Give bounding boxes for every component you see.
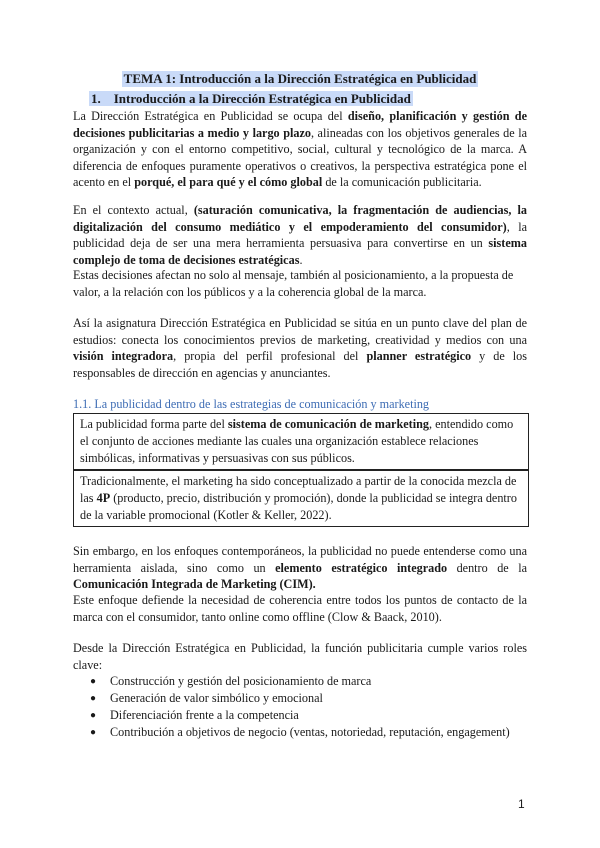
box-text: (producto, precio, distribución y promoción), donde la publicidad se integra dentro de la variable promocional (Kotler & Keller, 2022).	[80, 491, 517, 522]
paragraph-text: , la publicidad deja de ser una mera herramienta persuasiva para convertirse en un	[73, 219, 527, 250]
paragraph-text: Así la asignatura Dirección Estratégica en Publicidad se sitúa en un punto clave del plan de estudios: conecta los conocimientos previos de marketing, creatividad y medios con una	[73, 316, 527, 347]
paragraph-text: Sin embargo, en los enfoques contemporáneos, la publicidad no puede entenderse como una herramienta aislada, sino como un	[73, 544, 527, 575]
title-container	[0, 70, 600, 88]
paragraph-text: .	[299, 252, 303, 267]
bullet-icon: ●	[90, 727, 97, 738]
paragraph-text: , alineadas con los objetivos generales de la organización y con el entorno competitivo, social, cultural y tecnológico de la marca. A diferencia de enfoques puramente operativos o creativos, la perspectiva estratégica pone el acento en el	[73, 125, 527, 189]
list-item-text: Construcción y gestión del posicionamiento de marca	[110, 674, 372, 688]
paragraph-subject	[73, 315, 527, 381]
paragraph-text: La Dirección Estratégica en Publicidad se ocupa del	[73, 109, 348, 123]
paragraph-text: , propia del perfil profesional del	[173, 349, 367, 363]
paragraph-bold: (saturación comunicativa, la fragmentación de audiencias, la digitalización del consumo mediático y el empoderamiento del consumidor)	[73, 203, 527, 234]
box-text: , entendido como el conjunto de acciones mediante las cuales una organización establece relaciones simbólicas, informativas y persuasivas con sus públicos.	[80, 417, 514, 465]
section-title: Introducción a la Dirección Estratégica en Publicidad	[113, 91, 411, 106]
list-item	[90, 707, 530, 724]
paragraph-bold: diseño, planificación y gestión de decisiones publicitarias a medio y largo plazo	[73, 109, 527, 140]
box-text: Tradicionalmente, el marketing ha sido conceptualizado a partir de la conocida mezcla de las	[80, 474, 517, 505]
box-bold: sistema de comunicación de marketing	[227, 417, 429, 431]
paragraph-bold: porqué, el para qué y el cómo global	[134, 175, 323, 189]
paragraph-bold: elemento estratégico integrado	[275, 560, 448, 575]
bullet-icon: ●	[90, 710, 97, 721]
box-bold: 4P	[96, 491, 111, 505]
paragraph-bold: Comunicación Integrada de Marketing (CIM).	[73, 577, 316, 591]
paragraph-bold: sistema complejo de toma de decisiones estratégicas	[73, 236, 527, 267]
roles-list	[90, 673, 530, 741]
list-item-text: Contribución a objetivos de negocio (ventas, notoriedad, reputación, engagement)	[110, 725, 510, 739]
section-number: 1.	[91, 91, 101, 106]
paragraph-bold: planner estratégico	[366, 349, 472, 363]
boxed-paragraph-4p	[73, 470, 529, 527]
boxed-paragraph-communication	[73, 413, 529, 470]
paragraph-text: y de los responsables de dirección en agencias y anunciantes.	[73, 349, 527, 380]
paragraph-cim	[73, 543, 527, 593]
subsection-heading: 1.1. La publicidad dentro de las estrategias de comunicación y marketing	[73, 397, 430, 411]
paragraph-intro	[73, 108, 527, 191]
paragraph-coherence: Este enfoque defiende la necesidad de coherencia entre todos los puntos de contacto de la marca con el consumidor, tanto online como offline (Clow & Baack, 2010).	[73, 593, 527, 624]
list-item	[90, 724, 530, 741]
paragraph-text: En el contexto actual,	[73, 203, 194, 217]
section-heading	[89, 91, 413, 107]
list-item-text: Generación de valor simbólico y emocional	[110, 691, 323, 705]
paragraph-context	[73, 202, 527, 268]
box-text: La publicidad forma parte del	[80, 417, 228, 431]
list-item	[90, 690, 530, 707]
list-item-text: Diferenciación frente a la competencia	[110, 708, 299, 722]
paragraph-roles: Desde la Dirección Estratégica en Publicidad, la función publicitaria cumple varios roles clave:	[73, 641, 527, 672]
paragraph-decisions: Estas decisiones afectan no solo al mensaje, también al posicionamiento, a la propuesta de valor, a la relación con los públicos y a la coherencia global de la marca.	[73, 268, 514, 299]
paragraph-text: dentro de la	[447, 560, 527, 575]
document-title: TEMA 1: Introducción a la Dirección Estratégica en Publicidad	[123, 71, 477, 86]
list-item	[90, 673, 530, 690]
paragraph-bold: visión integradora	[73, 349, 174, 363]
bullet-icon: ●	[90, 693, 97, 704]
paragraph-text: de la comunicación publicitaria.	[322, 175, 482, 189]
bullet-icon: ●	[90, 676, 97, 687]
page-number: 1	[518, 797, 525, 811]
